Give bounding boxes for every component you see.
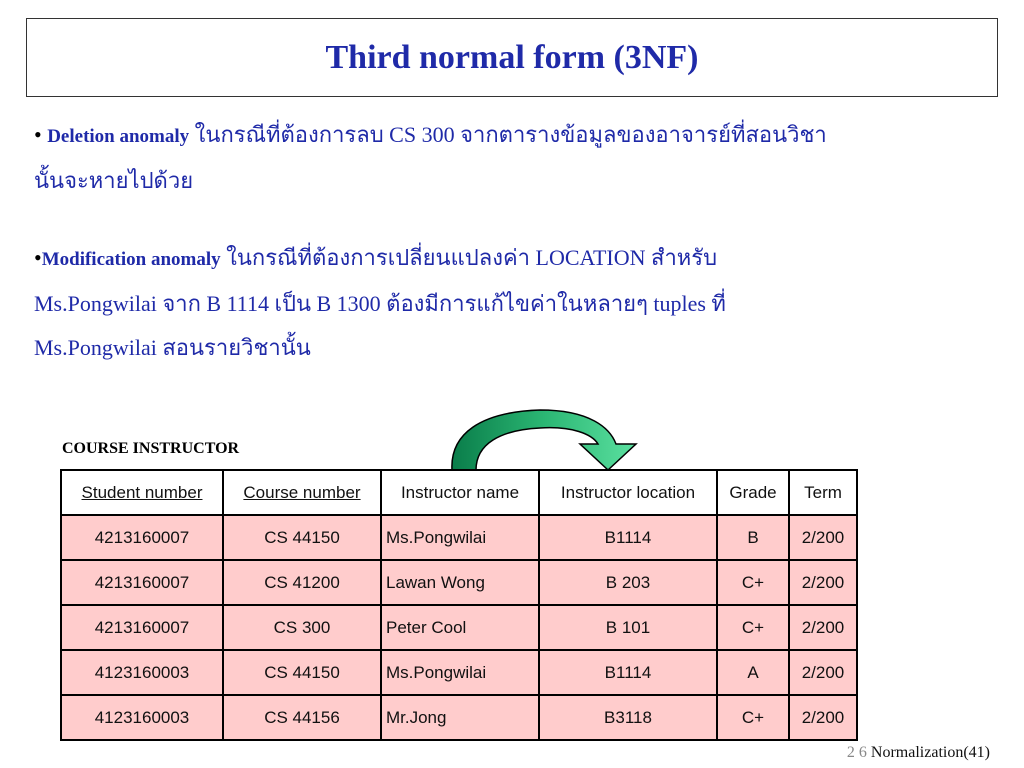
curved-arrow-icon [440, 404, 660, 476]
curved-arrow-shape [452, 410, 636, 470]
curved-arrow-svg [440, 404, 660, 476]
header-term: Term [789, 470, 857, 515]
cell-grade: C+ [717, 560, 789, 605]
cell-instructor-location: B 203 [539, 560, 717, 605]
deletion-anomaly-paragraph [34, 113, 994, 203]
deletion-text-1: ในกรณีที่ต้องการลบ CS 300 จากตารางข้อมูลของอาจารย์ที่สอนวิชา [189, 122, 827, 147]
cell-student-number: 4213160007 [61, 515, 223, 560]
deletion-lead: Deletion anomaly [47, 126, 190, 147]
cell-instructor-name: Mr.Jong [381, 695, 539, 740]
cell-instructor-location: B1114 [539, 515, 717, 560]
table-caption: COURSE INSTRUCTOR [62, 440, 240, 457]
table-row [61, 560, 857, 605]
bullet-glyph: • [34, 122, 42, 147]
cell-student-number: 4123160003 [61, 695, 223, 740]
cell-student-number: 4213160007 [61, 560, 223, 605]
table-row [61, 605, 857, 650]
cell-instructor-name: Lawan Wong [381, 560, 539, 605]
table-row [61, 650, 857, 695]
cell-instructor-location: B1114 [539, 650, 717, 695]
cell-instructor-location: B3118 [539, 695, 717, 740]
header-grade: Grade [717, 470, 789, 515]
header-instructor-location: Instructor location [539, 470, 717, 515]
cell-instructor-location: B 101 [539, 605, 717, 650]
cell-student-number: 4213160007 [61, 605, 223, 650]
cell-grade: B [717, 515, 789, 560]
cell-student-number: 4123160003 [61, 650, 223, 695]
course-instructor-table [60, 469, 858, 741]
cell-instructor-name: Ms.Pongwilai [381, 515, 539, 560]
cell-instructor-name: Ms.Pongwilai [381, 650, 539, 695]
table-row [61, 515, 857, 560]
modification-anomaly-paragraph [34, 236, 994, 370]
bullet-glyph: • [34, 245, 42, 270]
modification-text-1: ในกรณีที่ต้องการเปลี่ยนแปลงค่า LOCATION สำหรับ [220, 245, 718, 270]
cell-grade: A [717, 650, 789, 695]
modification-line-1 [34, 236, 994, 282]
deletion-line-1 [34, 113, 994, 159]
modification-text-3: Ms.Pongwilai สอนรายวิชานั้น [34, 335, 311, 360]
cell-term: 2/200 [789, 650, 857, 695]
cell-grade: C+ [717, 605, 789, 650]
cell-instructor-name: Peter Cool [381, 605, 539, 650]
deletion-text-2: นั้นจะหายไปด้วย [34, 168, 194, 193]
title-box [26, 18, 998, 97]
table-header-row [61, 470, 857, 515]
header-instructor-name: Instructor name [381, 470, 539, 515]
modification-lead: Modification anomaly [41, 249, 221, 270]
footer-text: Normalization(41) [866, 744, 990, 761]
cell-course-number: CS 300 [223, 605, 381, 650]
cell-term: 2/200 [789, 515, 857, 560]
cell-term: 2/200 [789, 560, 857, 605]
slide-footer [847, 744, 990, 762]
header-course-number: Course number [223, 470, 381, 515]
cell-course-number: CS 44150 [223, 650, 381, 695]
footer-prefix: 2 6 [846, 744, 867, 761]
table-row [61, 695, 857, 740]
cell-course-number: CS 44150 [223, 515, 381, 560]
cell-term: 2/200 [789, 695, 857, 740]
modification-text-2: Ms.Pongwilai จาก B 1114 เป็น B 1300 ต้องมีการแก้ไขค่าในหลายๆ tuples ที่ [34, 291, 726, 316]
cell-term: 2/200 [789, 605, 857, 650]
page-title: Third normal form (3NF) [325, 38, 699, 76]
cell-course-number: CS 44156 [223, 695, 381, 740]
header-student-number: Student number [61, 470, 223, 515]
cell-course-number: CS 41200 [223, 560, 381, 605]
cell-grade: C+ [717, 695, 789, 740]
